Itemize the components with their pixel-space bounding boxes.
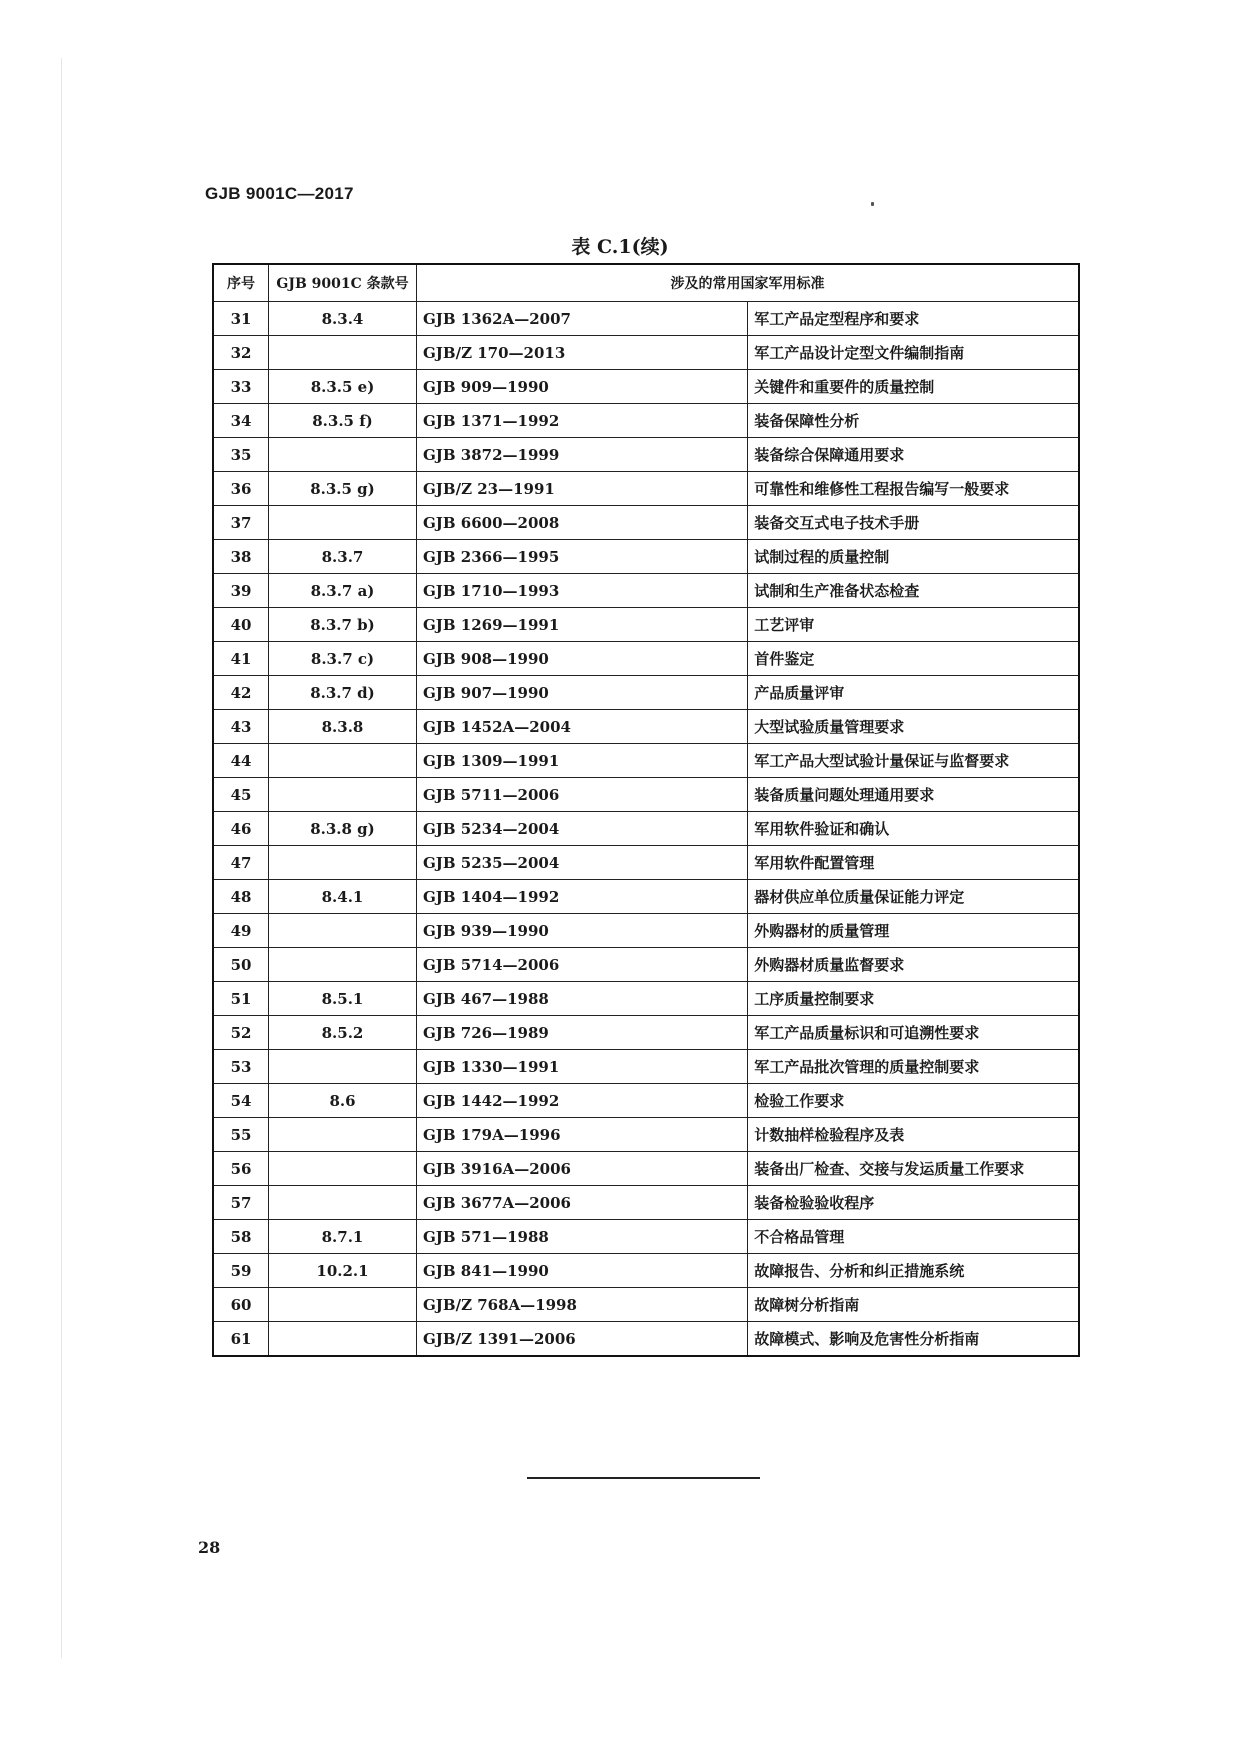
row-standard-name: 可靠性和维修性工程报告编写一般要求 — [748, 472, 1079, 506]
row-standard-code: GJB 1404—1992 — [417, 880, 748, 914]
row-standard-code: GJB/Z 1391—2006 — [417, 1322, 748, 1357]
row-clause — [269, 744, 417, 778]
table-row — [213, 472, 1079, 506]
row-clause: 8.7.1 — [269, 1220, 417, 1254]
row-clause: 8.3.4 — [269, 302, 417, 336]
table-row — [213, 778, 1079, 812]
row-seq: 43 — [213, 710, 269, 744]
row-standard-name: 装备出厂检查、交接与发运质量工作要求 — [748, 1152, 1079, 1186]
row-standard-code: GJB 5711—2006 — [417, 778, 748, 812]
row-standard-code: GJB 1442—1992 — [417, 1084, 748, 1118]
table-header-row — [213, 264, 1079, 302]
row-standard-name: 装备质量问题处理通用要求 — [748, 778, 1079, 812]
row-clause: 8.3.7 a) — [269, 574, 417, 608]
row-standard-code: GJB 2366—1995 — [417, 540, 748, 574]
row-standard-name: 军用软件验证和确认 — [748, 812, 1079, 846]
row-clause: 8.5.2 — [269, 1016, 417, 1050]
row-standard-name: 产品质量评审 — [748, 676, 1079, 710]
table-row — [213, 336, 1079, 370]
row-standard-code: GJB/Z 23—1991 — [417, 472, 748, 506]
row-standard-code: GJB 1452A—2004 — [417, 710, 748, 744]
row-clause — [269, 438, 417, 472]
row-clause — [269, 1288, 417, 1322]
table-row — [213, 370, 1079, 404]
table-row — [213, 948, 1079, 982]
row-seq: 39 — [213, 574, 269, 608]
row-seq: 45 — [213, 778, 269, 812]
header-clause: GJB 9001C 条款号 — [269, 264, 417, 302]
table-row — [213, 1288, 1079, 1322]
row-clause: 8.3.5 e) — [269, 370, 417, 404]
row-standard-code: GJB 939—1990 — [417, 914, 748, 948]
row-standard-name: 首件鉴定 — [748, 642, 1079, 676]
row-standard-name: 试制和生产准备状态检查 — [748, 574, 1079, 608]
row-standard-name: 装备保障性分析 — [748, 404, 1079, 438]
row-clause — [269, 846, 417, 880]
row-standard-name: 关键件和重要件的质量控制 — [748, 370, 1079, 404]
row-seq: 37 — [213, 506, 269, 540]
table-row — [213, 1016, 1079, 1050]
row-clause — [269, 506, 417, 540]
row-standard-name: 装备综合保障通用要求 — [748, 438, 1079, 472]
row-standard-code: GJB 467—1988 — [417, 982, 748, 1016]
row-standard-code: GJB/Z 768A—1998 — [417, 1288, 748, 1322]
row-clause — [269, 336, 417, 370]
row-seq: 36 — [213, 472, 269, 506]
row-standard-name: 工序质量控制要求 — [748, 982, 1079, 1016]
table-row — [213, 1152, 1079, 1186]
row-seq: 32 — [213, 336, 269, 370]
row-seq: 34 — [213, 404, 269, 438]
row-standard-code: GJB 1371—1992 — [417, 404, 748, 438]
table-row — [213, 710, 1079, 744]
row-standard-code: GJB 908—1990 — [417, 642, 748, 676]
row-seq: 40 — [213, 608, 269, 642]
table-caption: 表 C.1(续) — [571, 236, 669, 258]
row-standard-name: 军工产品批次管理的质量控制要求 — [748, 1050, 1079, 1084]
row-clause: 8.3.8 — [269, 710, 417, 744]
row-seq: 60 — [213, 1288, 269, 1322]
row-standard-code: GJB 1309—1991 — [417, 744, 748, 778]
row-standard-name: 计数抽样检验程序及表 — [748, 1118, 1079, 1152]
row-standard-code: GJB 909—1990 — [417, 370, 748, 404]
row-seq: 46 — [213, 812, 269, 846]
row-standard-name: 故障模式、影响及危害性分析指南 — [748, 1322, 1079, 1357]
row-standard-code: GJB 726—1989 — [417, 1016, 748, 1050]
row-standard-name: 军工产品质量标识和可追溯性要求 — [748, 1016, 1079, 1050]
row-standard-name: 工艺评审 — [748, 608, 1079, 642]
scan-speck — [871, 202, 874, 206]
row-standard-code: GJB 179A—1996 — [417, 1118, 748, 1152]
row-standard-name: 大型试验质量管理要求 — [748, 710, 1079, 744]
table-row — [213, 540, 1079, 574]
row-standard-code: GJB 841—1990 — [417, 1254, 748, 1288]
row-standard-name: 装备检验验收程序 — [748, 1186, 1079, 1220]
row-standard-code: GJB 5234—2004 — [417, 812, 748, 846]
row-standard-code: GJB 907—1990 — [417, 676, 748, 710]
standards-table — [212, 263, 1080, 1357]
binding-margin-line — [61, 58, 62, 1658]
table-row — [213, 982, 1079, 1016]
row-standard-name: 军工产品设计定型文件编制指南 — [748, 336, 1079, 370]
row-seq: 44 — [213, 744, 269, 778]
row-clause: 8.3.7 c) — [269, 642, 417, 676]
row-seq: 61 — [213, 1322, 269, 1357]
table-row — [213, 1186, 1079, 1220]
row-clause: 8.3.5 f) — [269, 404, 417, 438]
row-seq: 56 — [213, 1152, 269, 1186]
row-standard-code: GJB 3677A—2006 — [417, 1186, 748, 1220]
row-standard-name: 试制过程的质量控制 — [748, 540, 1079, 574]
row-clause — [269, 1322, 417, 1357]
row-standard-code: GJB 3872—1999 — [417, 438, 748, 472]
table-row — [213, 642, 1079, 676]
row-clause — [269, 778, 417, 812]
row-standard-name: 故障报告、分析和纠正措施系统 — [748, 1254, 1079, 1288]
row-seq: 47 — [213, 846, 269, 880]
table-row — [213, 1322, 1079, 1357]
row-clause: 8.5.1 — [269, 982, 417, 1016]
table-row — [213, 1220, 1079, 1254]
table-body — [213, 302, 1079, 1357]
row-seq: 55 — [213, 1118, 269, 1152]
row-seq: 53 — [213, 1050, 269, 1084]
row-clause: 10.2.1 — [269, 1254, 417, 1288]
row-seq: 54 — [213, 1084, 269, 1118]
table-row — [213, 812, 1079, 846]
table-row — [213, 914, 1079, 948]
row-standard-name: 故障树分析指南 — [748, 1288, 1079, 1322]
row-standard-name: 军用软件配置管理 — [748, 846, 1079, 880]
row-standard-name: 装备交互式电子技术手册 — [748, 506, 1079, 540]
row-clause: 8.6 — [269, 1084, 417, 1118]
table-row — [213, 1084, 1079, 1118]
row-clause — [269, 1186, 417, 1220]
row-seq: 33 — [213, 370, 269, 404]
row-clause: 8.3.7 d) — [269, 676, 417, 710]
row-seq: 49 — [213, 914, 269, 948]
row-standard-name: 不合格品管理 — [748, 1220, 1079, 1254]
row-clause: 8.3.5 g) — [269, 472, 417, 506]
row-clause: 8.4.1 — [269, 880, 417, 914]
row-standard-name: 军工产品定型程序和要求 — [748, 302, 1079, 336]
row-standard-code: GJB 5714—2006 — [417, 948, 748, 982]
table-row — [213, 880, 1079, 914]
document-code-header: GJB 9001C—2017 — [205, 184, 354, 203]
table-row — [213, 506, 1079, 540]
row-clause — [269, 1050, 417, 1084]
row-standard-code: GJB 1362A—2007 — [417, 302, 748, 336]
row-seq: 57 — [213, 1186, 269, 1220]
row-standard-code: GJB 6600—2008 — [417, 506, 748, 540]
row-seq: 58 — [213, 1220, 269, 1254]
row-seq: 42 — [213, 676, 269, 710]
table-row — [213, 1254, 1079, 1288]
row-seq: 50 — [213, 948, 269, 982]
row-standard-code: GJB 1330—1991 — [417, 1050, 748, 1084]
table-row — [213, 608, 1079, 642]
row-standard-name: 器材供应单位质量保证能力评定 — [748, 880, 1079, 914]
row-standard-code: GJB 5235—2004 — [417, 846, 748, 880]
row-seq: 59 — [213, 1254, 269, 1288]
end-of-table-rule — [527, 1477, 760, 1479]
row-clause: 8.3.8 g) — [269, 812, 417, 846]
row-seq: 41 — [213, 642, 269, 676]
table-row — [213, 1118, 1079, 1152]
row-standard-code: GJB 1269—1991 — [417, 608, 748, 642]
row-clause — [269, 1118, 417, 1152]
table-row — [213, 574, 1079, 608]
row-standard-name: 外购器材的质量管理 — [748, 914, 1079, 948]
row-standard-name: 检验工作要求 — [748, 1084, 1079, 1118]
row-standard-code: GJB 1710—1993 — [417, 574, 748, 608]
row-clause: 8.3.7 — [269, 540, 417, 574]
table-row — [213, 438, 1079, 472]
table-row — [213, 744, 1079, 778]
row-seq: 35 — [213, 438, 269, 472]
row-seq: 31 — [213, 302, 269, 336]
row-standard-code: GJB 571—1988 — [417, 1220, 748, 1254]
row-standard-name: 军工产品大型试验计量保证与监督要求 — [748, 744, 1079, 778]
table-row — [213, 302, 1079, 336]
header-standard: 涉及的常用国家军用标准 — [417, 264, 1080, 302]
table-row — [213, 846, 1079, 880]
row-clause: 8.3.7 b) — [269, 608, 417, 642]
row-standard-code: GJB 3916A—2006 — [417, 1152, 748, 1186]
row-clause — [269, 1152, 417, 1186]
header-seq: 序号 — [213, 264, 269, 302]
row-seq: 48 — [213, 880, 269, 914]
table-row — [213, 404, 1079, 438]
row-seq: 38 — [213, 540, 269, 574]
row-clause — [269, 914, 417, 948]
row-clause — [269, 948, 417, 982]
page-number: 28 — [198, 1538, 221, 1557]
table-row — [213, 676, 1079, 710]
table-row — [213, 1050, 1079, 1084]
row-standard-name: 外购器材质量监督要求 — [748, 948, 1079, 982]
row-seq: 51 — [213, 982, 269, 1016]
row-standard-code: GJB/Z 170—2013 — [417, 336, 748, 370]
row-seq: 52 — [213, 1016, 269, 1050]
